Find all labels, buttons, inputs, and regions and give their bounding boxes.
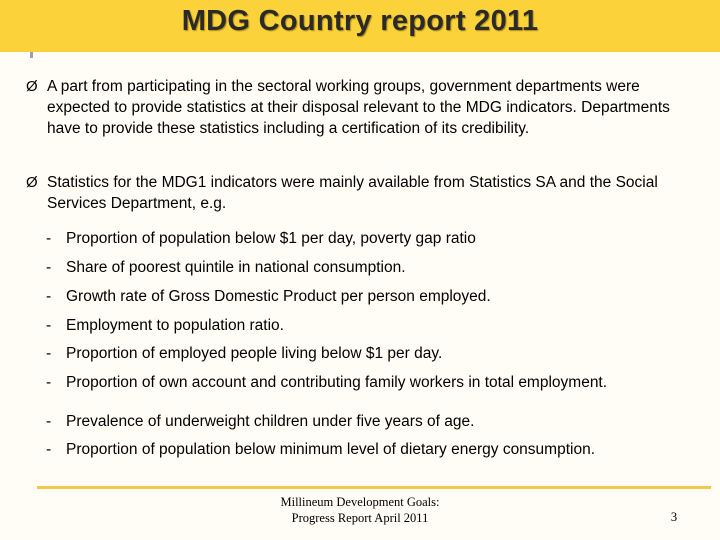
bullet-item-2: [26, 172, 686, 214]
sub-item-7: [46, 412, 706, 432]
page-number: 3: [670, 510, 678, 524]
sub-item-text: Share of poorest quintile in national consumption.: [66, 259, 406, 276]
arrow-bullet-icon: Ø: [26, 174, 38, 191]
sub-item-text: Employment to population ratio.: [66, 317, 284, 334]
sub-item-2: [46, 258, 706, 278]
slide-title: MDG Country report 2011: [181, 5, 539, 37]
title-accent-mark: [30, 52, 33, 58]
sub-item-8: [46, 440, 706, 460]
dash-marker: -: [46, 413, 52, 430]
arrow-bullet-icon: Ø: [26, 78, 38, 95]
sub-item-text: Prevalence of underweight children under five years of age.: [66, 413, 475, 430]
footer-rule: [37, 486, 711, 489]
sub-item-text: Proportion of own account and contributing family workers in total employment.: [66, 374, 608, 391]
dash-marker: -: [46, 317, 52, 334]
sub-item-3: [46, 287, 706, 307]
sub-item-1: [46, 229, 706, 249]
dash-marker: -: [46, 230, 52, 247]
dash-marker: -: [46, 374, 52, 391]
footer-line-2: Progress Report April 2011: [291, 511, 429, 525]
footer-caption: [240, 494, 480, 526]
dash-marker: -: [46, 345, 52, 362]
sub-item-text: Proportion of population below minimum level of dietary energy consumption.: [66, 441, 596, 458]
sub-item-text: Proportion of employed people living below $1 per day.: [66, 345, 443, 362]
bullet-text: Statistics for the MDG1 indicators were mainly available from Statistics SA and the Social Services Department, e.g.: [47, 174, 658, 212]
sub-item-4: [46, 316, 706, 336]
bullet-item-1: [26, 76, 686, 139]
sub-item-text: Proportion of population below $1 per day, poverty gap ratio: [66, 230, 476, 247]
dash-marker: -: [46, 259, 52, 276]
bullet-text: A part from participating in the sectoral working groups, government departments were expected to provide statistics at their disposal relevant to the MDG indicators. Departments have to provide these statistics including a certification of its credibility.: [47, 78, 670, 137]
sub-item-6: [46, 373, 706, 393]
dash-marker: -: [46, 288, 52, 305]
footer-line-1: Millineum Development Goals:: [280, 495, 440, 509]
sub-item-text: Growth rate of Gross Domestic Product per person employed.: [66, 288, 491, 305]
dash-marker: -: [46, 441, 52, 458]
sub-item-5: [46, 344, 706, 364]
